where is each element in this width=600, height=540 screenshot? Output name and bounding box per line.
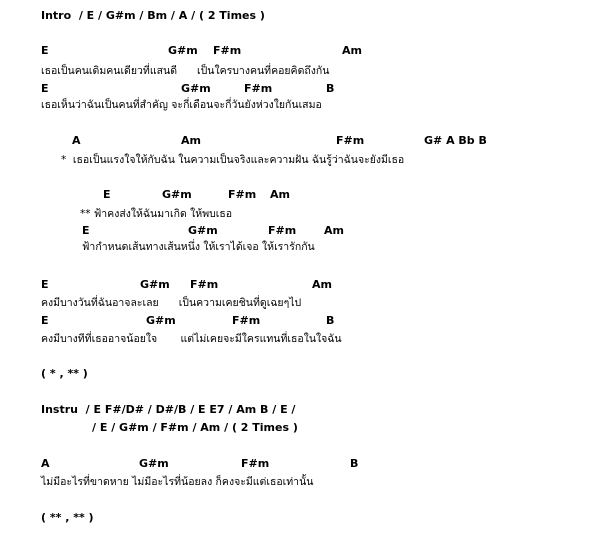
chord: B bbox=[326, 82, 335, 95]
chord: G#m bbox=[139, 457, 169, 470]
chord: F#m bbox=[336, 134, 365, 147]
lyric-line: * เธอเป็นแรงใจให้กับฉัน ในความเป็นจริงและความฝัน ฉันรู้ว่าฉันจะยังมีเธอ bbox=[61, 154, 405, 166]
chord: Am bbox=[270, 188, 290, 201]
repeat-marker: ( ** , ** ) bbox=[41, 511, 94, 524]
chord: E bbox=[103, 188, 111, 201]
chord: F#m bbox=[190, 278, 219, 291]
chord: G#m bbox=[181, 82, 211, 95]
chord: F#m bbox=[244, 82, 273, 95]
lyric-line: ไม่มีอะไรที่ขาดหาย ไม่มีอะไรที่น้อยลง ก็คงจะมีแต่เธอเท่านั้น bbox=[41, 476, 314, 488]
instru-line: / E / G#m / F#m / Am / ( 2 Times ) bbox=[92, 421, 298, 434]
chord: F#m bbox=[228, 188, 257, 201]
chord: A bbox=[72, 134, 81, 147]
chord: E bbox=[41, 44, 49, 57]
chord: E bbox=[82, 224, 90, 237]
chord: F#m bbox=[241, 457, 270, 470]
chord: Am bbox=[342, 44, 362, 57]
chord: Am bbox=[181, 134, 201, 147]
chord: G#m bbox=[140, 278, 170, 291]
chord: F#m bbox=[268, 224, 297, 237]
instru-line: Instru / E F#/D# / D#/B / E E7 / Am B / E / bbox=[41, 403, 296, 416]
chord: Am bbox=[324, 224, 344, 237]
lyric-line: ฟ้ากำหนดเส้นทางเส้นหนึ่ง ให้เราได้เจอ ให้เรารักกัน bbox=[82, 241, 315, 253]
chord: G#m bbox=[168, 44, 198, 57]
lyric-line: เธอเป็นคนเดิมคนเดียวที่แสนดี เป็นใครบางคนที่คอยคิดถึงกัน bbox=[41, 65, 330, 77]
chord: B bbox=[350, 457, 359, 470]
chord: A bbox=[41, 457, 50, 470]
chord: E bbox=[41, 82, 49, 95]
chord: G#m bbox=[162, 188, 192, 201]
chord: F#m bbox=[232, 314, 261, 327]
repeat-marker: ( * , ** ) bbox=[41, 367, 88, 380]
chord: E bbox=[41, 278, 49, 291]
intro-line: Intro / E / G#m / Bm / A / ( 2 Times ) bbox=[41, 9, 265, 22]
chord: B bbox=[326, 314, 335, 327]
lyric-line: เธอเห็นว่าฉันเป็นคนที่สำคัญ จะกี่เดือนจะกี่วันยังห่วงใยกันเสมอ bbox=[41, 99, 322, 111]
lyric-line: ** ฟ้าคงส่งให้ฉันมาเกิด ให้พบเธอ bbox=[80, 208, 233, 220]
chord: F#m bbox=[213, 44, 242, 57]
chord: G#m bbox=[188, 224, 218, 237]
chord: Am bbox=[312, 278, 332, 291]
lyric-line: คงมีบางวันที่ฉันอาจละเลย เป็นความเคยชินที่ดูเฉยๆไป bbox=[41, 297, 302, 309]
chord: G#m bbox=[146, 314, 176, 327]
lyric-line: คงมีบางทีที่เธออาจน้อยใจ แต่ไม่เคยจะมีใครแทนที่เธอในใจฉัน bbox=[41, 333, 342, 345]
chord: G# A Bb B bbox=[424, 134, 487, 147]
chord: E bbox=[41, 314, 49, 327]
